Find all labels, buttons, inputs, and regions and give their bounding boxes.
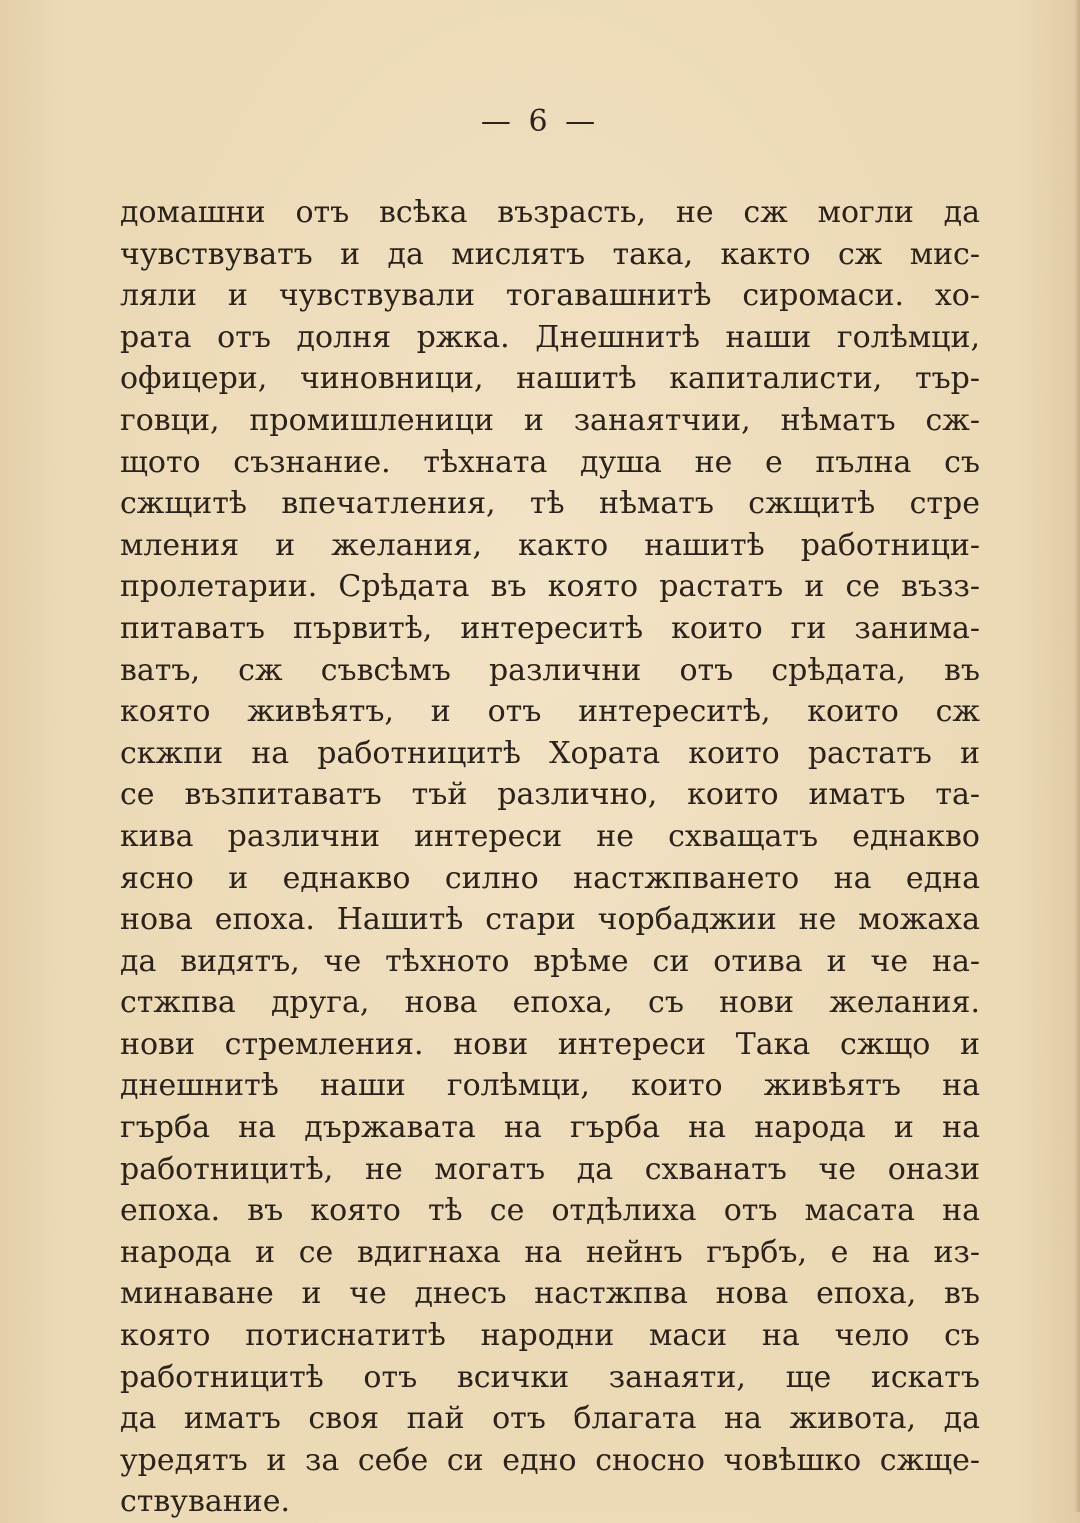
text-line: сжщитѣ впечатления, тѣ нѣматъ сжщитѣ стре (120, 486, 980, 522)
text-line: която живѣятъ, и отъ интереситѣ, които сж (120, 694, 980, 730)
text-line: щото съзнание. тѣхната душа не е пълна съ (120, 444, 980, 480)
text-line: днешнитѣ наши голѣмци, които живѣятъ на (120, 1068, 980, 1104)
text-line: мления и желания, както нашитѣ работници- (120, 527, 980, 563)
text-line: минаване и че днесъ настжпва нова епоха, въ (120, 1276, 980, 1312)
body-text (120, 192, 980, 1523)
page-number: — 6 — (480, 104, 600, 139)
text-line: скжпи на работницитѣ Хората които растатъ и (120, 735, 980, 771)
text-line: работницитѣ, не могатъ да схванатъ че онази (120, 1151, 980, 1187)
text-line: стжпва друга, нова епоха, съ нови желания. (120, 985, 980, 1021)
text-line: която потиснатитѣ народни маси на чело съ (120, 1318, 980, 1354)
text-line: рата отъ долня ржка. Днешнитѣ наши голѣмци, (120, 319, 980, 355)
text-line: ляли и чувствували тогавашнитѣ сиромаси. хо- (120, 278, 980, 314)
text-line: работницитѣ отъ всички занаяти, ще искатъ (120, 1359, 980, 1395)
text-line: пролетарии. Срѣдата въ която растатъ и се възз- (120, 569, 980, 605)
text-line: ясно и еднакво силно настжпването на една (120, 860, 980, 896)
text-line: ствувание. (120, 1484, 290, 1520)
text-line: нови стремления. нови интереси Така сжщо и (120, 1026, 980, 1062)
text-line: се възпитаватъ тъй различно, които иматъ та- (120, 777, 980, 813)
text-line: гърба на държавата на гърба на народа и на (120, 1110, 980, 1146)
text-line: кива различни интереси не схващатъ еднакво (120, 818, 980, 854)
text-line: домашни отъ всѣка възрасть, не сж могли да (120, 195, 980, 230)
text-line: уредятъ и за себе си едно сносно човѣшко сжще- (120, 1442, 980, 1478)
text-line: да видятъ, че тѣхното врѣме си отива и че на- (120, 943, 980, 979)
text-line: питаватъ първитѣ, интереситѣ които ги занима- (120, 610, 980, 646)
page-edge-shadow (1074, 0, 1080, 1512)
text-line: нова епоха. Нашитѣ стари чорбаджии не можаха (120, 902, 980, 938)
text-line: да иматъ своя пай отъ благата на живота, да (120, 1401, 980, 1437)
text-line: чувствуватъ и да мислятъ така, както сж мис- (120, 236, 980, 272)
text-line: епоха. въ която тѣ се отдѣлиха отъ масата на (120, 1193, 980, 1229)
text-line: говци, промишленици и занаятчии, нѣматъ сж- (120, 402, 980, 438)
text-line: ватъ, сж съвсѣмъ различни отъ срѣдата, въ (120, 652, 980, 688)
text-line: народа и се вдигнаха на нейнъ гърбъ, е на из- (120, 1234, 980, 1270)
text-line: офицери, чиновници, нашитѣ капиталисти, тър- (120, 361, 980, 397)
